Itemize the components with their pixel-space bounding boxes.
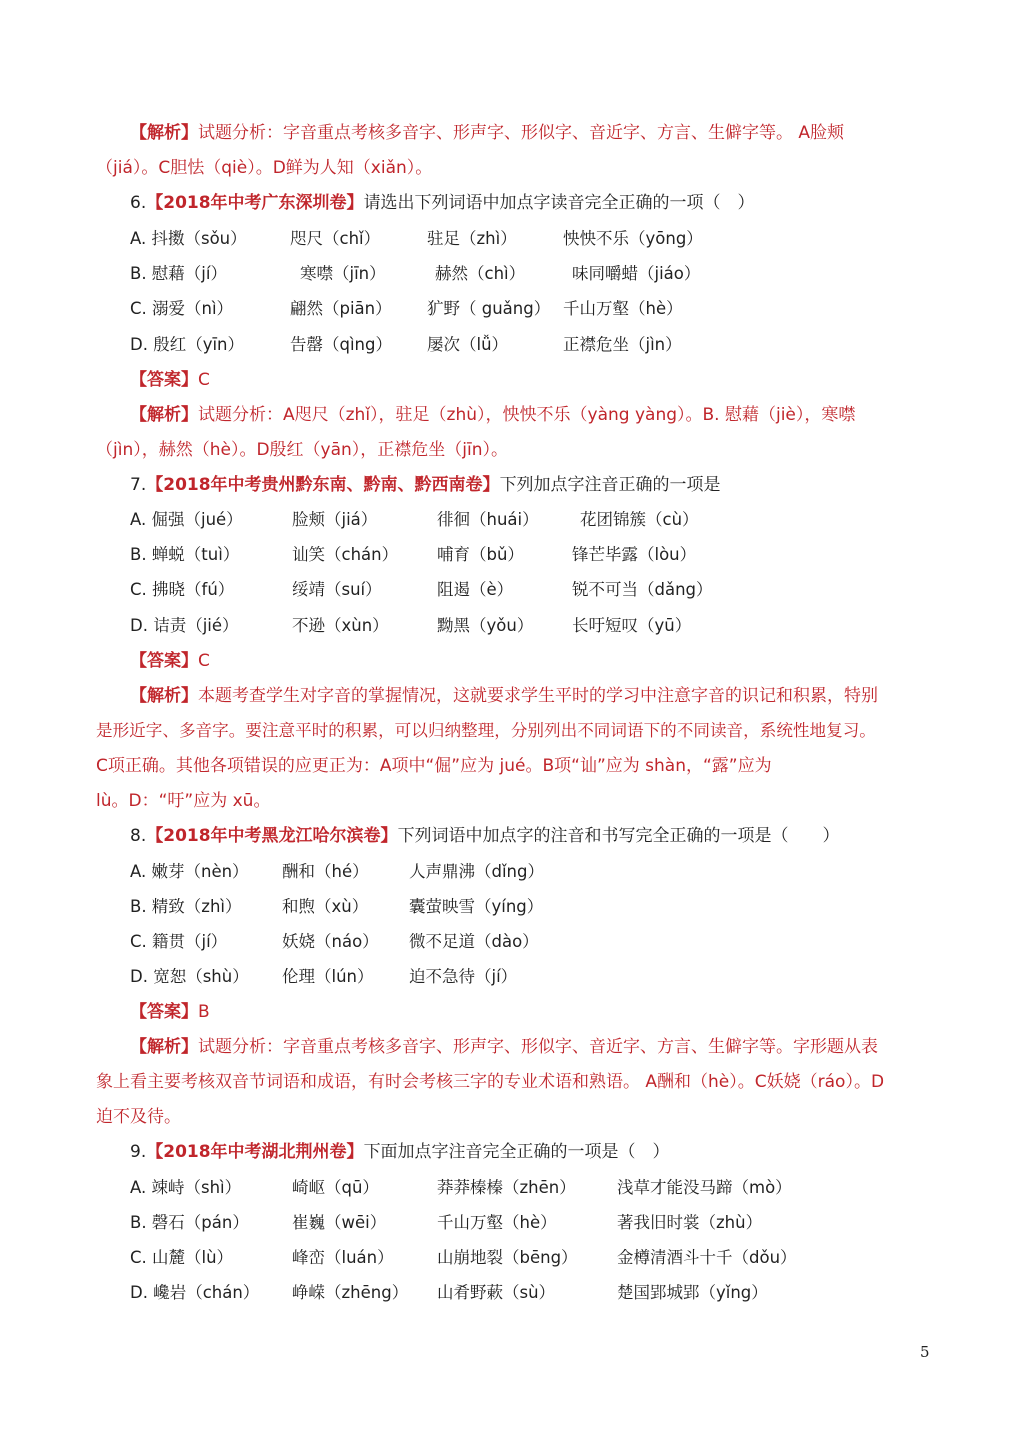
option-word: 浅草才能没马蹄（mò） xyxy=(617,1178,792,1197)
option-word: 锋芒毕露（lòu） xyxy=(572,545,697,564)
question-text: 下列加点字注音正确的一项是 xyxy=(499,475,721,495)
q9-stem xyxy=(130,1140,670,1164)
option-word: 犷野（ guǎng） xyxy=(427,299,551,318)
analysis-label: 【解析】 xyxy=(130,405,198,425)
q6-stem xyxy=(130,191,755,215)
option-word: 山肴野蔌（sù） xyxy=(437,1283,556,1302)
option-word: 莽莽榛榛（zhēn） xyxy=(437,1178,576,1197)
option: D. 巉岩（chán） xyxy=(130,1283,260,1302)
option-word: 山崩地裂（bēng） xyxy=(437,1248,578,1267)
q8-analysis-line3: 迫不及待。 xyxy=(96,1107,181,1127)
option-word: 驻足（zhì） xyxy=(427,229,517,248)
option-word: 著我旧时裳（zhù） xyxy=(617,1213,763,1232)
q6-analysis-line2: （jìn），赫然（hè）。D殷红（yān），正襟危坐（jīn）。 xyxy=(96,440,509,460)
q5-analysis-line1 xyxy=(130,121,844,145)
option-word: 脸颊（jiá） xyxy=(292,510,378,529)
option-word: 阻遏（è） xyxy=(437,580,514,599)
q8-analysis-line2: 象上看主要考核双音节词语和成语，有时会考核三字的专业术语和熟语。 A酬和（hè）。C妖娆（ráo）。D xyxy=(96,1072,885,1092)
option-word: 楚国郢城郢（yǐng） xyxy=(617,1283,768,1302)
option-word: 长吁短叹（yū） xyxy=(572,616,692,635)
option-word: 人声鼎沸（dǐng） xyxy=(409,862,544,881)
option-word: 酬和（hé） xyxy=(282,862,369,881)
analysis-text: 本题考查学生对字音的掌握情况，这就要求学生平时的学习中注意字音的识记和积累，特别 xyxy=(198,686,878,706)
option: B. 精致（zhì） xyxy=(130,897,242,916)
q7-stem xyxy=(130,473,721,497)
option-word: 不逊（xùn） xyxy=(292,616,389,635)
question-source: 【2018年中考黑龙江哈尔滨卷】 xyxy=(146,826,398,846)
option-word: 崔巍（wēi） xyxy=(292,1213,387,1232)
option-word: 金樽清酒斗十千（dǒu） xyxy=(617,1248,797,1267)
question-text: 下列词语中加点字的注音和书写完全正确的一项是（ ） xyxy=(397,826,840,846)
option-word: 绥靖（suí） xyxy=(292,580,382,599)
answer-value: B xyxy=(198,1002,210,1022)
analysis-label: 【解析】 xyxy=(130,123,198,143)
option: A. 倔强（jué） xyxy=(130,510,243,529)
q7-analysis-line4: lù。D：“吁”应为 xū。 xyxy=(96,791,271,811)
option: B. 慰藉（jí） xyxy=(130,264,227,283)
q6-analysis-line1 xyxy=(130,403,855,427)
option-word: 徘徊（huái） xyxy=(437,510,539,529)
analysis-label: 【解析】 xyxy=(130,686,198,706)
option-word: 和煦（xù） xyxy=(282,897,369,916)
option: B. 磬石（pán） xyxy=(130,1213,249,1232)
option-word: 赫然（chì） xyxy=(435,264,526,283)
option-word: 锐不可当（dǎng） xyxy=(572,580,713,599)
option-word: 怏怏不乐（yōng） xyxy=(563,229,703,248)
question-source: 【2018年中考贵州黔东南、黔南、黔西南卷】 xyxy=(146,475,500,495)
option: C. 籍贯（jí） xyxy=(130,932,228,951)
option: D. 诘责（jié） xyxy=(130,616,239,635)
page-number: 5 xyxy=(920,1343,930,1361)
question-number: 7. xyxy=(130,475,147,495)
option: B. 蝉蜕（tuì） xyxy=(130,545,240,564)
option-word: 寒噤（jīn） xyxy=(300,264,386,283)
option: D. 殷红（yīn） xyxy=(130,335,245,354)
option: A. 嫩芽（nèn） xyxy=(130,862,249,881)
q7-analysis-line3: C项正确。其他各项错误的应更正为：A项中“倔”应为 jué。B项“讪”应为 shàn，“露”应为 xyxy=(96,756,772,776)
q8-stem xyxy=(130,824,840,848)
option-word: 迫不急待（jí） xyxy=(409,967,518,986)
q7-answer xyxy=(130,649,210,673)
option-word: 哺育（bǔ） xyxy=(437,545,524,564)
question-text: 下面加点字注音完全正确的一项是（ ） xyxy=(363,1142,670,1162)
option-word: 讪笑（chán） xyxy=(292,545,399,564)
option-word: 咫尺（chǐ） xyxy=(290,229,381,248)
option-word: 翩然（piān） xyxy=(290,299,392,318)
analysis-text: 试题分析：A咫尺（zhǐ），驻足（zhù），怏怏不乐（yàng yàng）。B. 慰藉（jiè），寒噤 xyxy=(198,405,856,425)
option-word: 味同嚼蜡（jiáo） xyxy=(572,264,701,283)
option-word: 崎岖（qū） xyxy=(292,1178,379,1197)
option-word: 花团锦簇（cù） xyxy=(580,510,699,529)
answer-value: C xyxy=(198,370,210,390)
option-word: 屡次（lǚ） xyxy=(427,335,509,354)
question-text: 请选出下列词语中加点字读音完全正确的一项（ ） xyxy=(363,193,755,213)
analysis-label: 【解析】 xyxy=(130,1037,198,1057)
option-word: 正襟危坐（jìn） xyxy=(563,335,682,354)
question-number: 9. xyxy=(130,1142,147,1162)
question-source: 【2018年中考广东深圳卷】 xyxy=(146,193,364,213)
option: C. 拂晓（fú） xyxy=(130,580,235,599)
option-word: 峥嵘（zhēng） xyxy=(292,1283,409,1302)
q7-analysis-line1 xyxy=(130,684,878,708)
q6-answer xyxy=(130,368,210,392)
answer-label: 【答案】 xyxy=(130,1002,198,1022)
option-word: 黝黑（yǒu） xyxy=(437,616,534,635)
q5-analysis-line2: （jiá）。C胆怯（qiè）。D鲜为人知（xiǎn）。 xyxy=(96,158,433,178)
option-word: 告罄（qìng） xyxy=(290,335,392,354)
option-word: 千山万壑（hè） xyxy=(437,1213,557,1232)
q8-analysis-line1 xyxy=(130,1035,878,1059)
option-word: 峰峦（luán） xyxy=(292,1248,394,1267)
option: D. 宽恕（shù） xyxy=(130,967,249,986)
option: A. 抖擞（sǒu） xyxy=(130,229,247,248)
answer-label: 【答案】 xyxy=(130,370,198,390)
option-word: 千山万壑（hè） xyxy=(563,299,683,318)
q7-analysis-line2: 是形近字、多音字。要注意平时的积累，可以归纳整理，分别列出不同词语下的不同读音，系统性地复习。 xyxy=(96,721,876,740)
option-word: 囊萤映雪（yíng） xyxy=(409,897,544,916)
analysis-text: 试题分析：字音重点考核多音字、形声字、形似字、音近字、方言、生僻字等。字形题从表 xyxy=(198,1037,878,1057)
option: A. 竦峙（shì） xyxy=(130,1178,242,1197)
answer-label: 【答案】 xyxy=(130,651,198,671)
option-word: 妖娆（náo） xyxy=(282,932,379,951)
option-word: 微不足道（dào） xyxy=(409,932,539,951)
question-source: 【2018年中考湖北荆州卷】 xyxy=(146,1142,364,1162)
answer-value: C xyxy=(198,651,210,671)
option: C. 溺爱（nì） xyxy=(130,299,234,318)
analysis-text: 试题分析：字音重点考核多音字、形声字、形似字、音近字、方言、生僻字等。 A脸颊 xyxy=(198,123,845,143)
option-word: 伦理（lún） xyxy=(282,967,374,986)
option: C. 山麓（lù） xyxy=(130,1248,234,1267)
question-number: 6. xyxy=(130,193,147,213)
question-number: 8. xyxy=(130,826,147,846)
q8-answer xyxy=(130,1000,210,1024)
